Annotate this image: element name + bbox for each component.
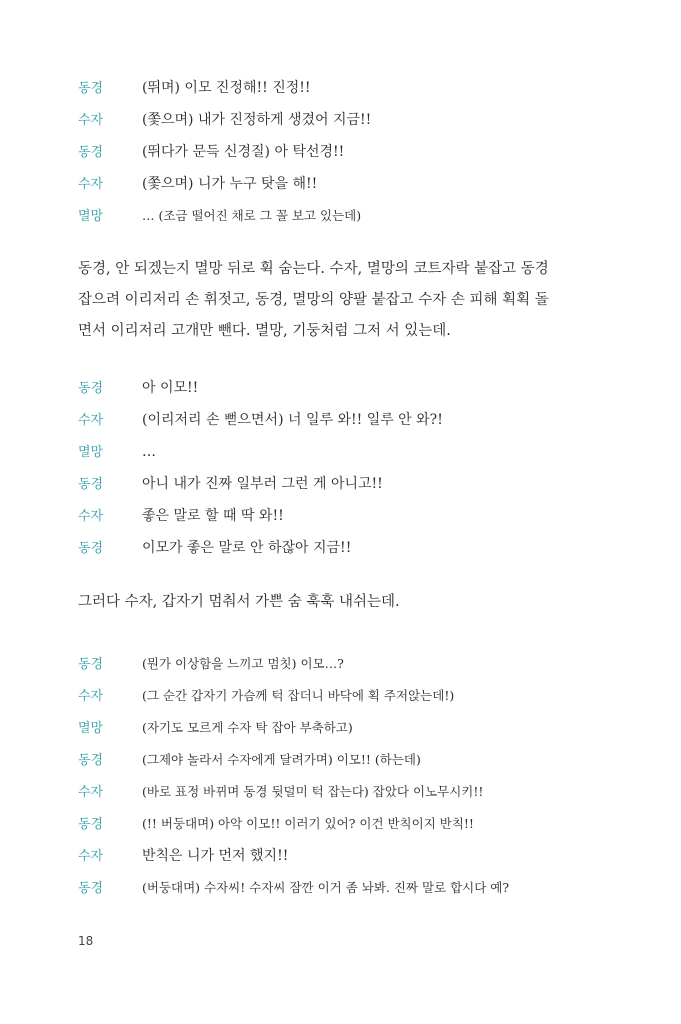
narration-line: 잡으려 이리저리 손 휘젓고, 동경, 멸망의 양팔 붙잡고 수자 손 피해 획획 돌 (78, 292, 549, 308)
speaker-name: 수자 (78, 689, 104, 704)
dialogue-line (78, 872, 618, 904)
dialogue-text: 이모가 좋은 말로 안 하잖아 지금!! (142, 540, 352, 556)
speaker-name: 동경 (78, 753, 104, 768)
speaker-name: 동경 (78, 81, 104, 96)
dialogue-text: (쫓으며) 내가 진정하게 생겼어 지금!! (142, 112, 372, 128)
dialogue-text: … (조금 떨어진 채로 그 꼴 보고 있는데) (142, 208, 362, 223)
dialogue-text: (그 순간 갑자기 가슴께 턱 잡더니 바닥에 획 주저앉는데!) (142, 688, 455, 703)
speaker-name: 멸망 (78, 209, 104, 224)
speaker-name: 수자 (78, 413, 104, 428)
dialogue-line (78, 744, 618, 776)
narration-2 (78, 587, 608, 618)
speaker-name: 동경 (78, 145, 104, 160)
dialogue-line (78, 776, 618, 808)
narration-line: 면서 이리저리 고개만 뺀다. 멸망, 기둥처럼 그저 서 있는데. (78, 323, 451, 339)
dialogue-text: (뭔가 이상함을 느끼고 멈칫) 이모…? (142, 656, 344, 671)
dialogue-text: 좋은 말로 할 때 딱 와!! (142, 508, 284, 524)
speaker-name: 동경 (78, 881, 104, 896)
speaker-name: 동경 (78, 477, 104, 492)
dialogue-line (78, 72, 618, 104)
dialogue-block-1 (78, 72, 618, 232)
dialogue-line (78, 648, 618, 680)
dialogue-line (78, 436, 618, 468)
dialogue-text: (이리저리 손 뻗으면서) 너 일루 와!! 일루 안 와?! (142, 412, 443, 428)
dialogue-line (78, 808, 618, 840)
dialogue-line (78, 200, 618, 232)
speaker-name: 수자 (78, 509, 104, 524)
dialogue-line (78, 532, 618, 564)
dialogue-line (78, 168, 618, 200)
dialogue-text: 반칙은 니가 먼저 했지!! (142, 848, 289, 864)
speaker-name: 수자 (78, 113, 104, 128)
speaker-name: 수자 (78, 177, 104, 192)
dialogue-line (78, 104, 618, 136)
narration-line: 동경, 안 되겠는지 멸망 뒤로 휙 숨는다. 수자, 멸망의 코트자락 붙잡고 동경 (78, 261, 549, 277)
dialogue-line (78, 468, 618, 500)
dialogue-block-2 (78, 372, 618, 564)
dialogue-block-3 (78, 648, 618, 904)
page-number: 18 (78, 934, 94, 948)
speaker-name: 동경 (78, 657, 104, 672)
narration-line: 그러다 수자, 갑자기 멈춰서 가쁜 숨 훅훅 내쉬는데. (78, 594, 400, 610)
narration-1 (78, 254, 608, 347)
dialogue-line (78, 840, 618, 872)
speaker-name: 동경 (78, 541, 104, 556)
speaker-name: 동경 (78, 381, 104, 396)
speaker-name: 멸망 (78, 445, 104, 460)
dialogue-text: (쫓으며) 니가 누구 탓을 해!! (142, 176, 318, 192)
dialogue-line (78, 712, 618, 744)
dialogue-text: (그제야 놀라서 수자에게 달려가며) 이모!! (하는데) (142, 752, 421, 767)
dialogue-line (78, 500, 618, 532)
dialogue-line (78, 680, 618, 712)
speaker-name: 동경 (78, 817, 104, 832)
dialogue-text: (뛰며) 이모 진정해!! 진정!! (142, 80, 311, 96)
dialogue-line (78, 136, 618, 168)
dialogue-text: (버둥대며) 수자씨! 수자씨 잠깐 이거 좀 놔봐. 진짜 말로 합시다 예? (142, 880, 510, 895)
dialogue-text: … (142, 444, 156, 460)
dialogue-text: (!! 버둥대며) 아악 이모!! 이러기 있어? 이건 반칙이지 반칙!! (142, 816, 474, 831)
speaker-name: 수자 (78, 785, 104, 800)
dialogue-text: (바로 표정 바뀌며 동경 뒷덜미 턱 잡는다) 잡았다 이노무시키!! (142, 784, 484, 799)
dialogue-line (78, 372, 618, 404)
dialogue-text: 아 이모!! (142, 380, 199, 396)
dialogue-text: (뛰다가 문득 신경질) 아 탁선경!! (142, 144, 345, 160)
speaker-name: 멸망 (78, 721, 104, 736)
speaker-name: 수자 (78, 849, 104, 864)
dialogue-text: 아니 내가 진짜 일부러 그런 게 아니고!! (142, 476, 383, 492)
dialogue-text: (자기도 모르게 수자 탁 잡아 부축하고) (142, 720, 353, 735)
dialogue-line (78, 404, 618, 436)
